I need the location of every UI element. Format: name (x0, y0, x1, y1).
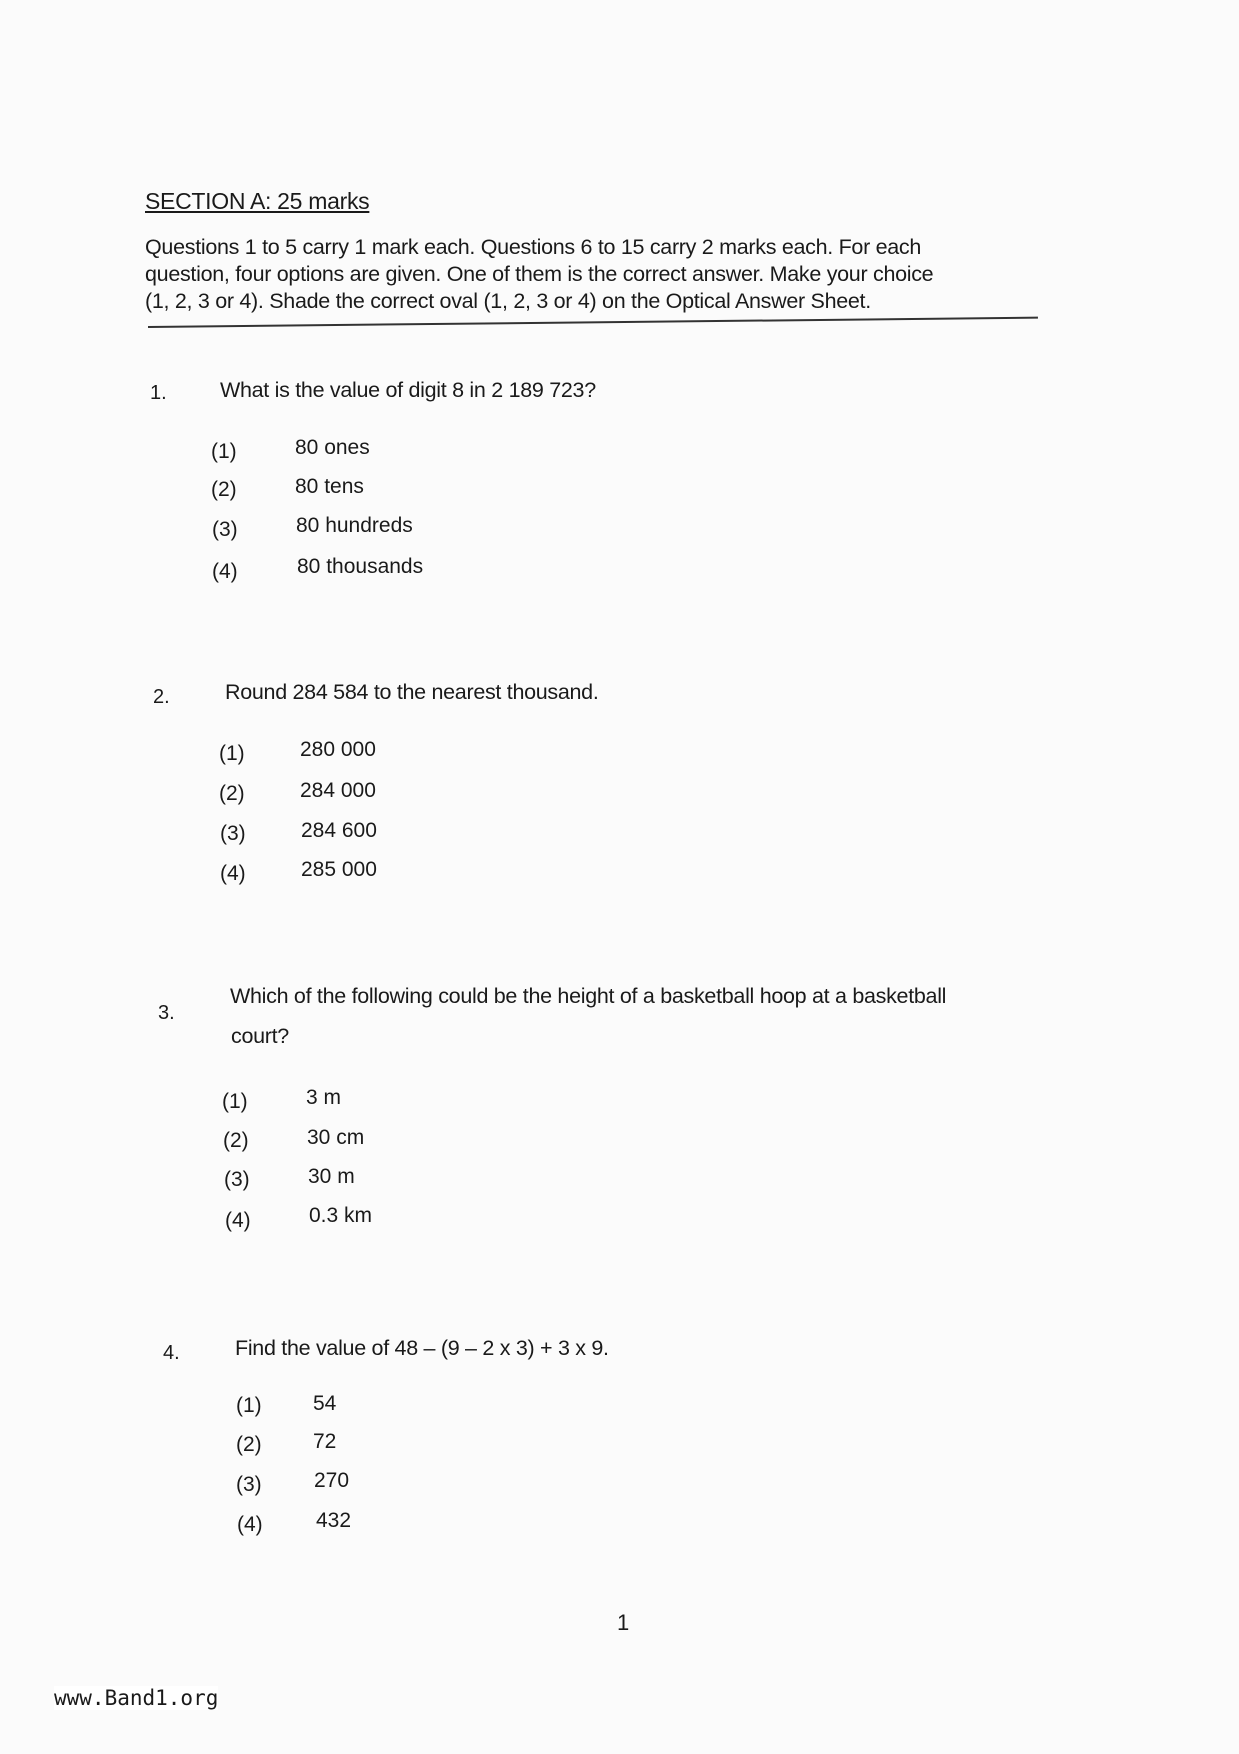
question-number: 2. (153, 686, 170, 708)
instruction-line: Questions 1 to 5 carry 1 mark each. Questions 6 to 15 carry 2 marks each. For each (145, 235, 922, 259)
option-text: 72 (313, 1430, 337, 1453)
instructions (145, 234, 933, 315)
option-label: (2) (211, 478, 237, 501)
footer-url: www.Band1.org (54, 1686, 219, 1710)
option-text: 30 m (308, 1165, 355, 1188)
option-label: (3) (224, 1168, 250, 1191)
option-label: (2) (223, 1129, 249, 1152)
option-text: 432 (316, 1509, 352, 1532)
option-text: 284 600 (301, 819, 377, 842)
question-text: Which of the following could be the height of a basketball hoop at a basketball (230, 984, 947, 1008)
option-label: (4) (237, 1513, 263, 1536)
divider (148, 317, 1038, 328)
option-text: 284 000 (300, 779, 376, 802)
option-text: 54 (313, 1392, 337, 1415)
option-text: 80 ones (295, 436, 370, 459)
option-label: (2) (236, 1433, 262, 1456)
option-label: (1) (219, 742, 245, 765)
option-label: (3) (212, 518, 238, 541)
option-label: (1) (236, 1394, 262, 1417)
option-text: 280 000 (300, 738, 376, 761)
option-text: 30 cm (307, 1126, 365, 1149)
option-label: (1) (211, 440, 237, 463)
question-text: Find the value of 48 – (9 – 2 x 3) + 3 x 9. (235, 1336, 609, 1360)
option-text: 80 thousands (297, 555, 424, 578)
option-text: 80 hundreds (296, 514, 413, 537)
option-text: 3 m (306, 1086, 342, 1109)
option-label: (3) (220, 822, 246, 845)
question-text: court? (231, 1024, 289, 1048)
option-label: (2) (219, 782, 245, 805)
option-label: (4) (212, 560, 238, 583)
page-number: 1 (617, 1610, 630, 1635)
question-number: 4. (163, 1342, 180, 1364)
instruction-line: (1, 2, 3 or 4). Shade the correct oval (1, 2, 3 or 4) on the Optical Answer Sheet. (145, 289, 871, 313)
option-label: (1) (222, 1090, 248, 1113)
option-label: (4) (225, 1209, 251, 1232)
question-number: 3. (158, 1002, 175, 1024)
question-number: 1. (150, 382, 167, 404)
option-label: (4) (220, 862, 246, 885)
option-text: 80 tens (295, 475, 364, 498)
option-text: 0.3 km (309, 1204, 373, 1227)
question-text: Round 284 584 to the nearest thousand. (225, 680, 599, 704)
option-text: 285 000 (301, 858, 377, 881)
section-heading: SECTION A: 25 marks (145, 188, 370, 214)
instruction-line: question, four options are given. One of them is the correct answer. Make your choice (145, 262, 934, 286)
question-text: What is the value of digit 8 in 2 189 723? (220, 378, 596, 402)
option-text: 270 (314, 1469, 350, 1492)
option-label: (3) (236, 1473, 262, 1496)
